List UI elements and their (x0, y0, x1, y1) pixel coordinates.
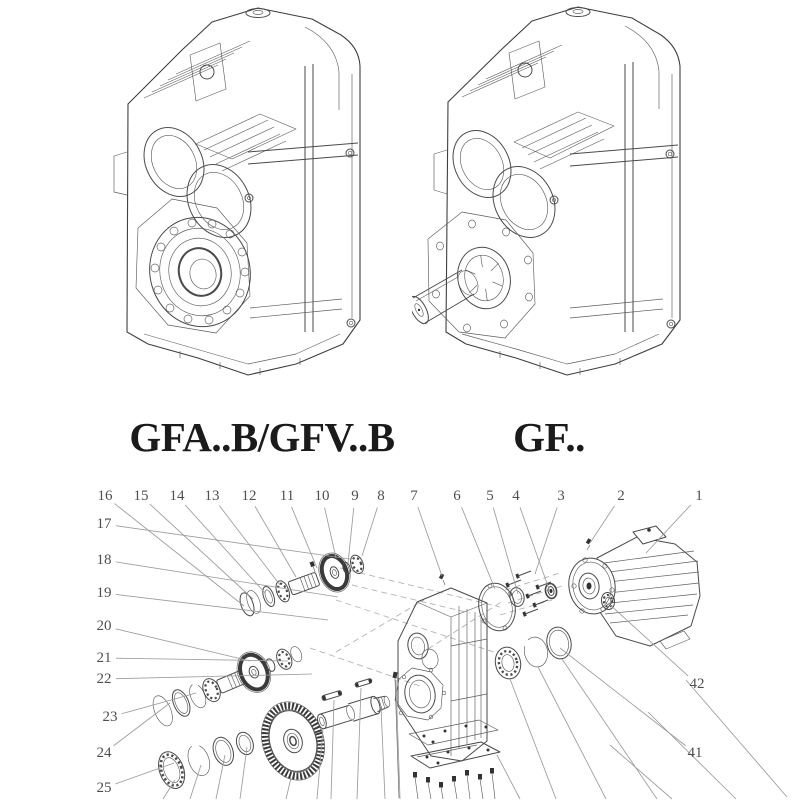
leader-line-7 (418, 507, 442, 576)
callout-number-12: 12 (241, 488, 257, 504)
gear-housing (395, 573, 487, 761)
gf-lug-with-hole (509, 41, 545, 99)
leader-line-12 (255, 506, 296, 577)
edge-leader-14 (562, 659, 657, 799)
edge-leader-7 (331, 700, 334, 799)
edge-leader-4 (240, 747, 247, 799)
edge-leader-17 (686, 680, 787, 797)
gfab-input-bores (132, 117, 263, 249)
leader-line-20 (116, 629, 250, 661)
gfab-top-ribs (144, 41, 296, 171)
gf-output-flange (428, 212, 535, 338)
edge-leader-15 (610, 745, 672, 799)
gfab-housing-outline (114, 8, 360, 375)
leader-line-11 (292, 507, 317, 568)
leader-line-22 (116, 674, 312, 679)
leader-line-8 (362, 507, 377, 556)
leader-line-10 (325, 508, 336, 558)
callout-number-17: 17 (96, 516, 112, 532)
cover-bolts (413, 768, 495, 799)
callout-number-5: 5 (486, 488, 494, 504)
gf-input-bores (442, 120, 567, 248)
callout-number-6: 6 (453, 488, 461, 504)
leader-line-14 (185, 505, 265, 593)
callout-number-7: 7 (410, 488, 418, 504)
callout-number-22: 22 (96, 671, 112, 687)
edge-leader-5 (286, 778, 291, 799)
callout-number-21: 21 (96, 650, 112, 666)
shaft-key-2 (355, 678, 373, 687)
leader-line-13 (219, 506, 280, 585)
callout-number-14: 14 (169, 488, 185, 504)
edge-leader-3 (216, 755, 225, 799)
leader-line-16 (114, 503, 244, 606)
gfab-output-bearing-face (136, 199, 263, 338)
callout-number-25: 25 (96, 780, 112, 796)
bearing-snapring-set (492, 625, 574, 681)
callout-layer (97, 488, 705, 796)
edge-leader-2 (190, 765, 201, 799)
leader-line-15 (150, 504, 253, 599)
leader-line-17 (116, 526, 350, 559)
edge-leader-6 (317, 729, 323, 799)
leader-line-24 (114, 703, 170, 746)
leader-line-2 (590, 506, 614, 543)
callout-number-11: 11 (279, 488, 295, 504)
leader-line-3 (535, 507, 557, 574)
callout-number-3: 3 (557, 488, 565, 504)
figure-gf-drawing (412, 2, 742, 400)
gf-top-ribs (462, 45, 614, 169)
callout-number-8: 8 (377, 488, 385, 504)
callout-number-23: 23 (102, 709, 118, 725)
callout-number-1: 1 (695, 488, 703, 504)
drive-bushing (544, 583, 558, 600)
output-bearing-cluster (154, 723, 259, 792)
leader-line-6 (462, 507, 495, 589)
figure-gf-label: GF.. (513, 414, 585, 460)
callout-number-9: 9 (351, 488, 359, 504)
leader-line-18 (116, 562, 338, 597)
callout-number-15: 15 (133, 488, 149, 504)
callout-number-18: 18 (96, 552, 112, 568)
gfab-lug-with-hole (190, 43, 226, 101)
callout-number-13: 13 (204, 488, 220, 504)
callout-number-4: 4 (512, 488, 520, 504)
motor-assembly (564, 526, 700, 649)
callout-number-16: 16 (97, 488, 113, 504)
leader-line-9 (348, 508, 354, 563)
shaft-key-1 (322, 690, 343, 701)
leader-line-19 (116, 594, 328, 620)
callout-number-24: 24 (96, 745, 112, 761)
figure-gfab-drawing (100, 2, 400, 400)
edge-leader-11 (497, 755, 520, 799)
callout-number-42: 42 (689, 676, 705, 692)
input-stage-assembly (235, 543, 370, 625)
callout-number-20: 20 (96, 618, 112, 634)
leader-line-4 (520, 507, 549, 589)
edge-leader-9 (381, 707, 385, 799)
figure-gfab-label: GFA..B/GFV..B (129, 414, 395, 460)
edge-leader-8 (357, 688, 361, 799)
leader-line-41 (560, 648, 686, 746)
callout-number-19: 19 (96, 585, 112, 601)
leader-line-5 (493, 508, 518, 594)
callout-number-2: 2 (617, 488, 625, 504)
gfab-side-straps (248, 64, 358, 332)
leader-line-23 (122, 693, 196, 714)
callout-number-41: 41 (687, 745, 703, 761)
gf-side-straps (570, 62, 678, 332)
exploded-parts-diagram (0, 470, 800, 800)
edge-leader-12 (510, 679, 556, 799)
output-shaft (315, 692, 392, 731)
callout-number-10: 10 (314, 488, 330, 504)
